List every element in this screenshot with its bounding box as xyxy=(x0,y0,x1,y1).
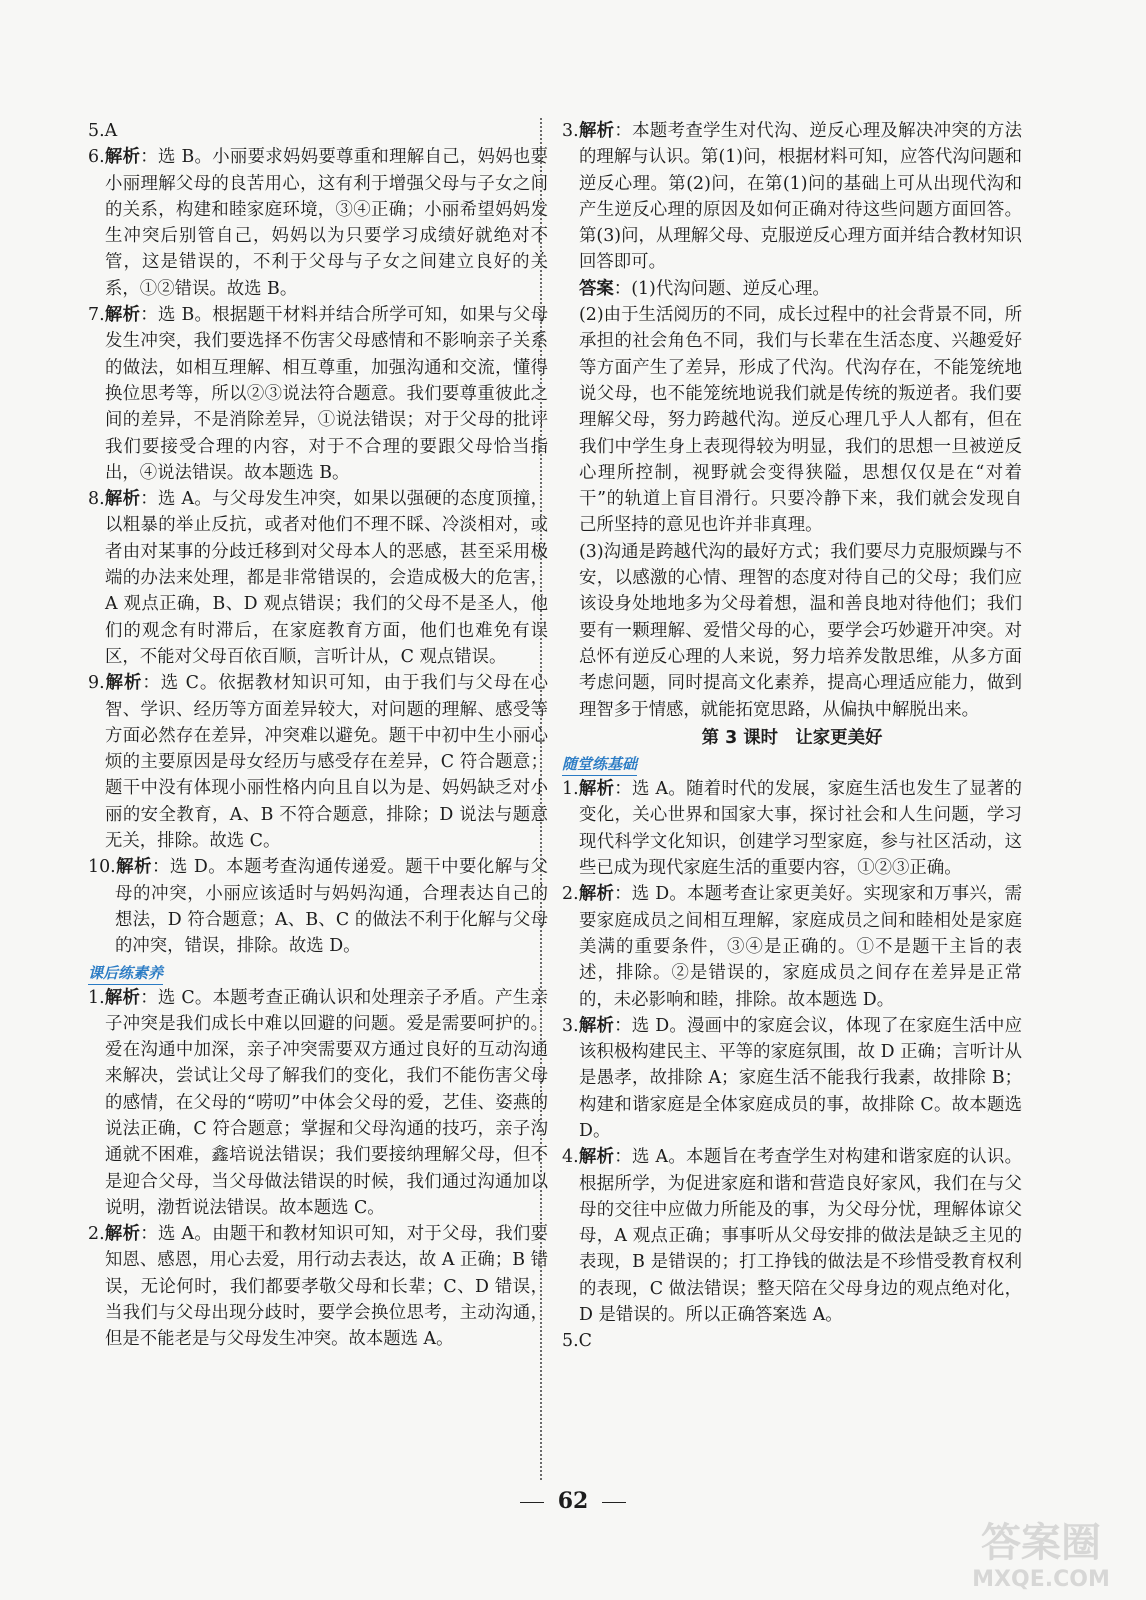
in-class-item-5: 5.C xyxy=(562,1331,592,1352)
watermark-logo xyxy=(946,1512,1136,1592)
page-number-text: 62 xyxy=(557,1488,589,1514)
in-class-item-4: 4.解析：选 A。本题旨在考查学生对构建和谐家庭的认识。根据所学，为促进家庭和谐和营造良好家风，我们在与父母的交往中应做力所能及的事，为父母分忧，理解体谅父母，A 观点正确；事事听从父母安排的做法是缺乏主见的表现，B 是错误的；打工挣钱的做法是不珍惜受教育权利的表现，C 做法错误；整天陪在父母身边的观点绝对化，D 是错误的。所以正确答案选 A。 xyxy=(562,1147,1022,1326)
after-class-item-2: 2.解析：选 A。由题干和教材知识可知，对于父母，我们要知恩、感恩，用心去爱，用行动去表达，故 A 正确；B 错误，无论何时，我们都要孝敬父母和长辈；C、D 错误，当我们与父母出现分歧时，要学会换位思考，主动沟通，但是不能老是与父母发生冲突。故本题选 A。 xyxy=(88,1224,548,1350)
answer-block: 答案：(1)代沟问题、逆反心理。 xyxy=(579,278,830,299)
page-number xyxy=(0,1488,1146,1514)
section-label-in-class: 随堂练基础 xyxy=(562,753,637,776)
after-class-item-3: 3.解析：本题考查学生对代沟、逆反心理及解决冲突的方法的理解与认识。第(1)问，根据材料可知，应答代沟问题和逆反心理。第(2)问，在第(1)问的基础上可从出现代沟和产生逆反心理的原因及如何正确对待这些问题方面回答。第(3)问，从理解父母、克服逆反心理方面并结合教材知识回答即可。 xyxy=(562,121,1022,273)
left-column xyxy=(88,118,548,1353)
page-number-dash-right xyxy=(602,1502,626,1503)
answer-part-3: (3)沟通是跨越代沟的最好方式；我们要尽力克服烦躁与不安，以感激的心情、理智的态度对待自己的父母；我们应该设身处地地多为父母着想，温和善良地对待他们；我们要有一颗理解、爱惜父母的心，要学会巧妙避开冲突。对总怀有逆反心理的人来说，努力培养发散思维，从多方面考虑问题，同时提高文化素养，提高心理适应能力，做到理智多于情感，就能拓宽思路，从偏执中解脱出来。 xyxy=(579,541,1022,720)
answer-item-7: 7.解析：选 B。根据题干材料并结合所学可知，如果与父母发生冲突，我们要选择不伤害父母感情和不影响亲子关系的做法，如相互理解、相互尊重，加强沟通和交流，懂得换位思考等，所以②③说法符合题意。我们要尊重彼此之间的差异，不是消除差异，①说法错误；对于父母的批评我们要接受合理的内容，对于不合理的要跟父母恰当指出，④说法错误。故本题选 B。 xyxy=(88,305,548,483)
answer-item-5: 5.A xyxy=(88,121,118,141)
answer-item-9: 9.解析：选 C。依据教材知识可知，由于我们与父母在心智、学识、经历等方面差异较大，对问题的理解、感受等方面必然存在差异，冲突难以避免。题干中初中生小丽心烦的主要原因是母女经历与感受存在差异，C 符合题意；题干中没有体现小丽性格内向且自以为是、妈妈缺乏对小丽的安全教育，A、B 不符合题意，排除；D 说法与题意无关，排除。故选 C。 xyxy=(88,673,548,852)
section-label-after-class: 课后练素养 xyxy=(88,962,163,985)
page-number-dash-left xyxy=(520,1502,544,1503)
in-class-item-2: 2.解析：选 D。本题考查让家更美好。实现家和万事兴，需要家庭成员之间相互理解，家庭成员之间和睦相处是家庭美满的重要条件，③④是正确的。①不是题干主旨的表述，排除。②是错误的，家庭成员之间存在差异是正常的，未必影响和睦，排除。故本题选 D。 xyxy=(562,884,1022,1010)
answer-item-6: 6.解析：选 B。小丽要求妈妈要尊重和理解自己，妈妈也要小丽理解父母的良苦用心，这有利于增强父母与子女之间的关系，构建和睦家庭环境，③④正确；小丽希望妈妈发生冲突后别管自己，妈妈以为只要学习成绩好就绝对不管，这是错误的，不利于父母与子女之间建立良好的关系，①②错误。故选 B。 xyxy=(88,147,548,299)
column-divider xyxy=(540,118,542,1480)
answer-item-10: 10.解析：选 D。本题考查沟通传递爱。题干中要化解与父母的冲突，小丽应该适时与妈妈沟通，合理表达自己的想法，D 符合题意；A、B、C 的做法不利于化解与父母的冲突，错误，排除。故选 D。 xyxy=(88,857,548,957)
watermark-top-text: 答案圈 xyxy=(981,1520,1101,1566)
watermark-bottom-text: MXQE.COM xyxy=(972,1567,1110,1592)
answer-item-8: 8.解析：选 A。与父母发生冲突，如果以强硬的态度顶撞，以粗暴的举止反抗，或者对他们不理不睬、冷淡相对，或者由对某事的分歧迁移到对父母本人的恶感，甚至采用极端的办法来处理，都是非常错误的，会造成极大的危害，A 观点正确，B、D 观点错误；我们的父母不是圣人，他们的观念有时滞后，在家庭教育方面，他们也难免有误区，不能对父母百依百顺，言听计从，C 观点错误。 xyxy=(88,489,548,667)
right-column xyxy=(562,118,1022,1355)
in-class-item-1: 1.解析：选 A。随着时代的发展，家庭生活也发生了显著的变化，关心世界和国家大事，探讨社会和人生问题，学习现代科学文化知识，创建学习型家庭，参与社区活动，这些已成为现代家庭生活的重要内容，①②③正确。 xyxy=(562,779,1022,879)
answer-part-2: (2)由于生活阅历的不同，成长过程中的社会背景不同，所承担的社会角色不同，我们与长辈在生活态度、兴趣爱好等方面产生了差异，形成了代沟。代沟存在，不能笼统地说父母，也不能笼统地说我们就是传统的叛逆者。我们要理解父母，努力跨越代沟。逆反心理几乎人人都有，但在我们中学生身上表现得较为明显，我们的思想一旦被逆反心理所控制，视野就会变得狭隘，思想仅仅是在“对着干”的轨道上盲目滑行。只要冷静下来，我们就会发现自己所坚持的意见也许并非真理。 xyxy=(579,305,1022,536)
in-class-item-3: 3.解析：选 D。漫画中的家庭会议，体现了在家庭生活中应该积极构建民主、平等的家庭氛围，故 D 正确；言听计从是愚孝，故排除 A；家庭生活不能我行我素，故排除 B；构建和谐家庭是全体家庭成员的事，故排除 C。故本题选 D。 xyxy=(562,1015,1022,1141)
lesson-title: 第 3 课时 让家更美好 xyxy=(701,727,883,748)
after-class-item-1: 1.解析：选 C。本题考查正确认识和处理亲子矛盾。产生亲子冲突是我们成长中难以回避的问题。爱是需要呵护的。爱在沟通中加深，亲子冲突需要双方通过良好的互动沟通来解决，尝试让父母了解我们的变化，我们不能伤害父母的感情，在父母的“唠叨”中体会父母的爱，艺佳、姿燕的说法正确，C 符合题意；掌握和父母沟通的技巧，亲子沟通就不困难，鑫培说法错误；我们要接纳理解父母，但不是迎合父母，当父母做法错误的时候，我们通过沟通加以说明，渤哲说法错误。故本题选 C。 xyxy=(88,987,548,1218)
